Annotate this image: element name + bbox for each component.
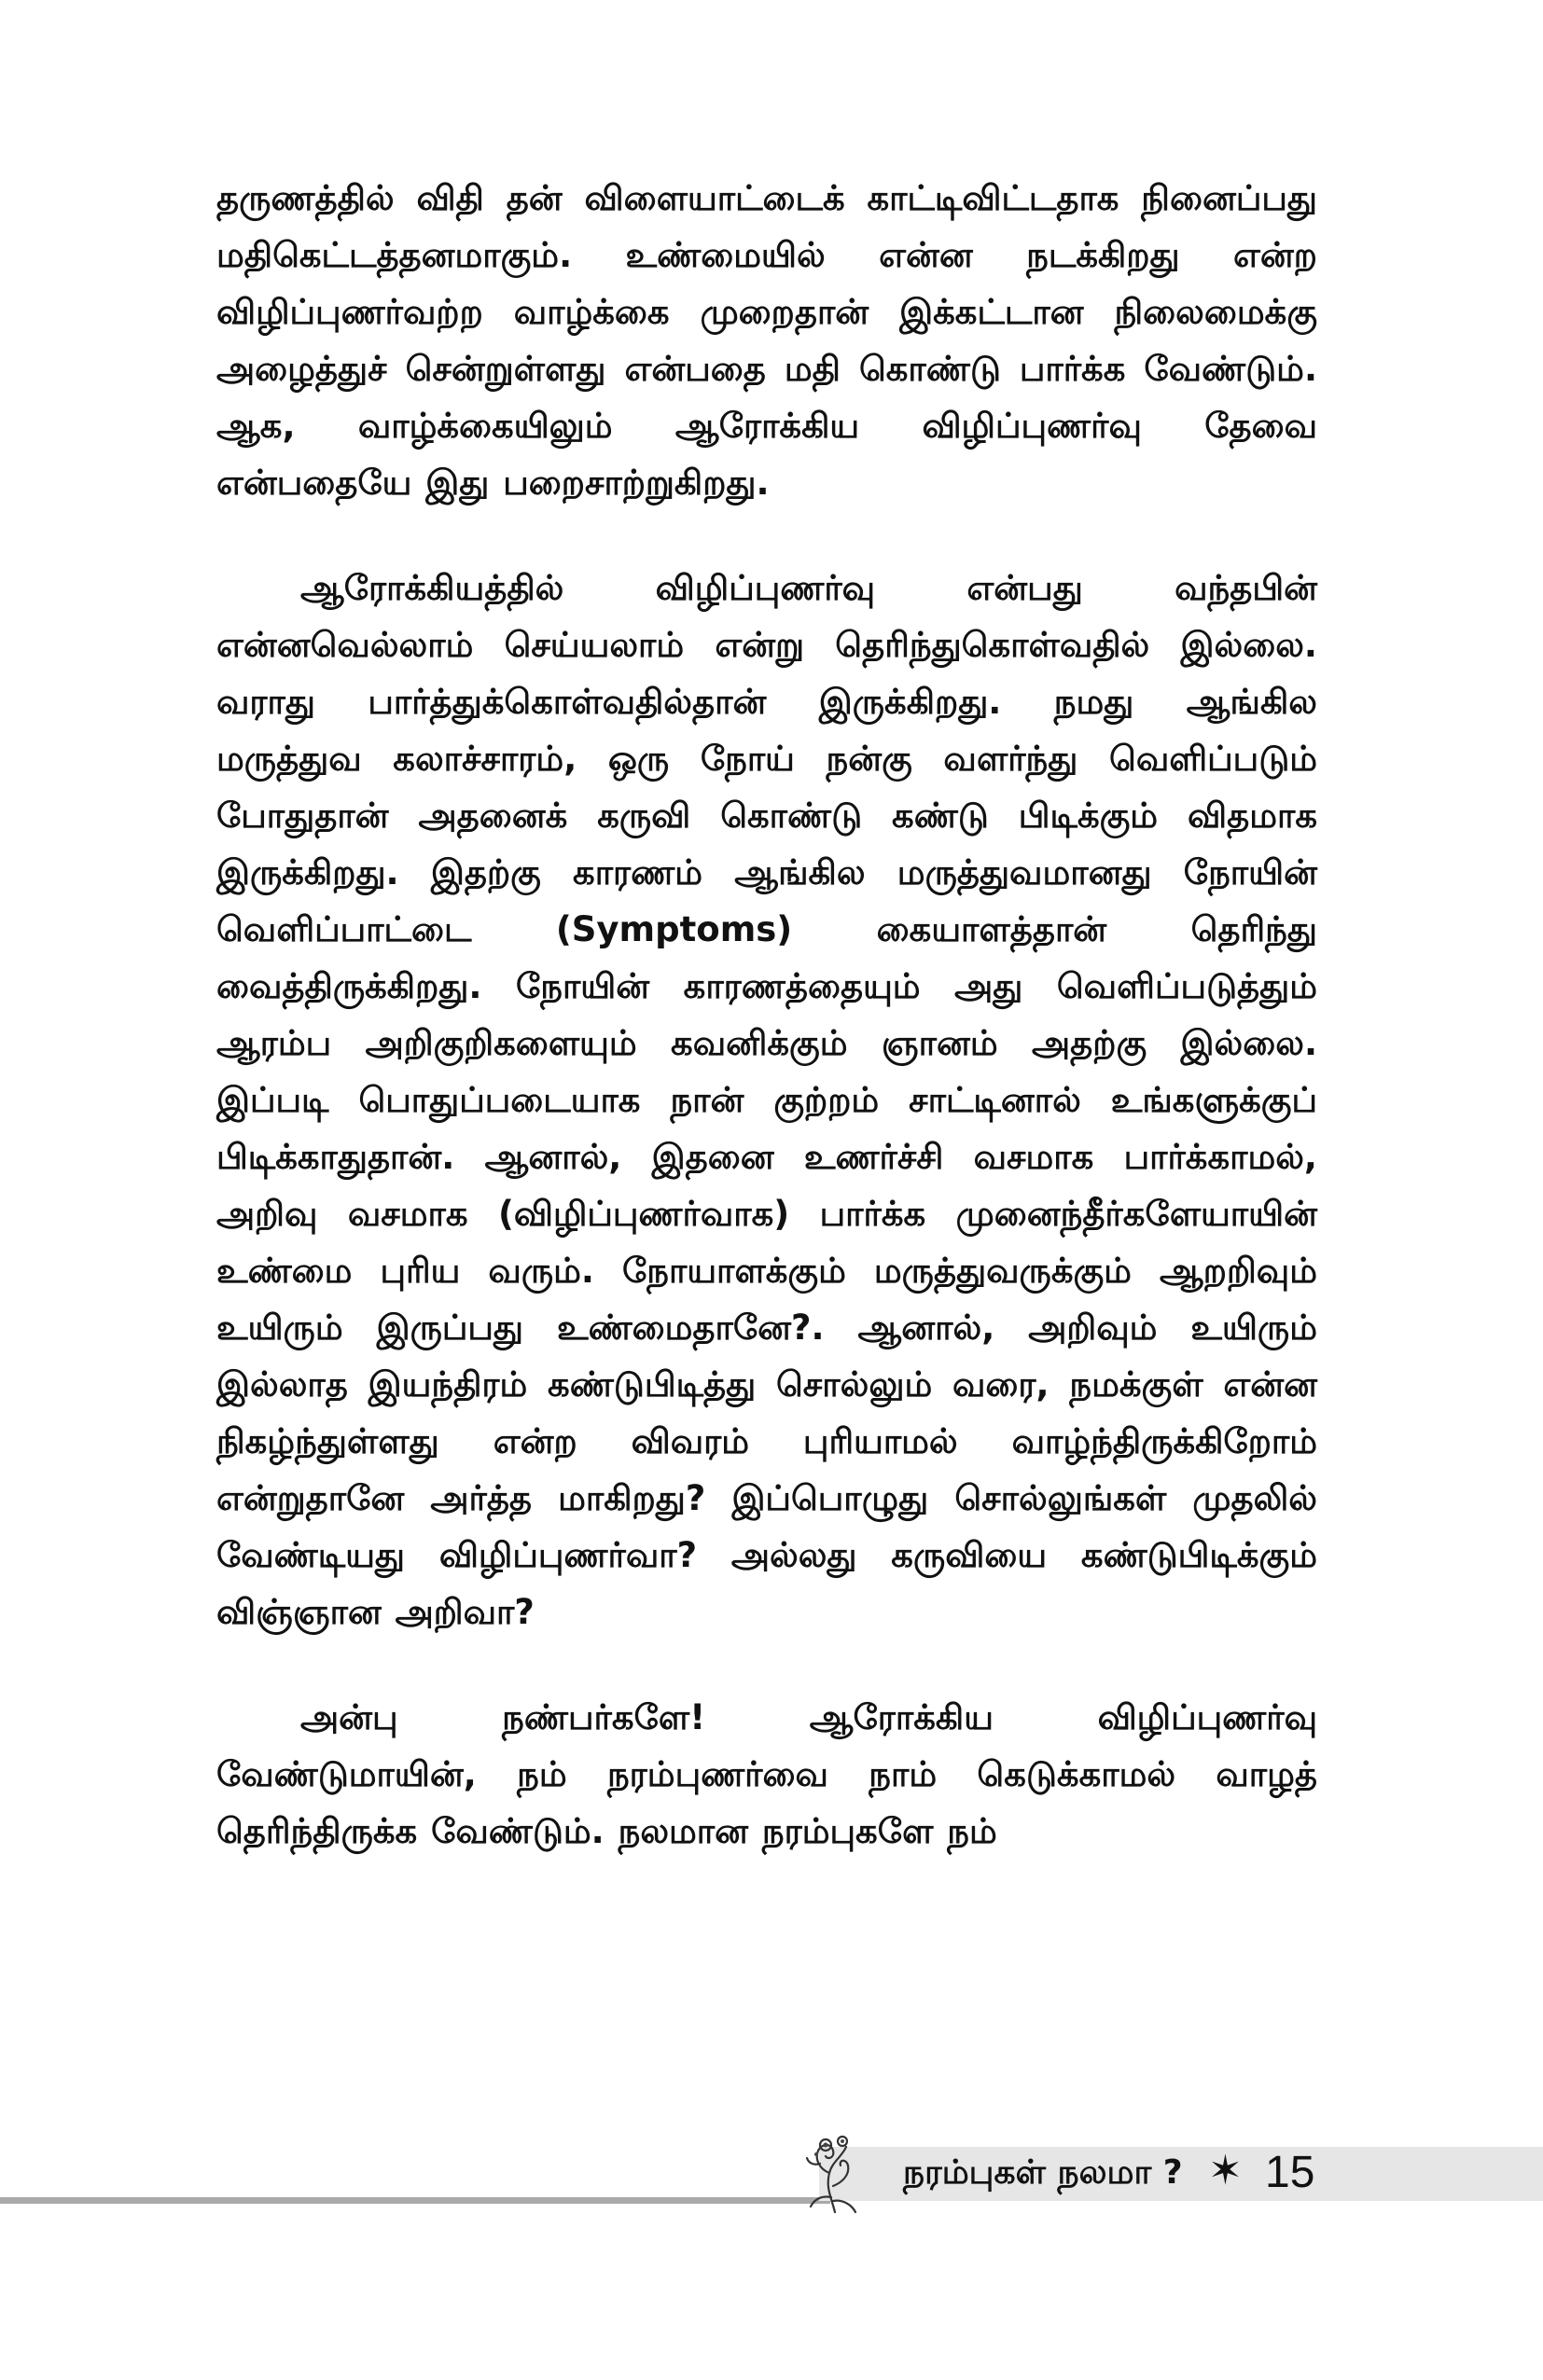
paragraph-health-awareness: ஆரோக்கியத்தில் விழிப்புணர்வு என்பது வந்தபின் என்னவெல்லாம் செய்யலாம் என்று தெரிந்துகொள்வதில் இல்லை. வராது பார்த்துக்கொள்வதில்தான் இருக்கிறது. நமது ஆங்கில மருத்துவ கலாச்சாரம், ஒரு நோய் நன்கு வளர்ந்து வெளிப்படும் போதுதான் அதனைக் கருவி கொண்டு கண்டு பிடிக்கும் விதமாக இருக்கிறது. இதற்கு காரணம் ஆங்கில மருத்துவமானது நோயின் வெளிப்பாட்டை (Symptoms) கையாளத்தான் தெரிந்து வைத்திருக்கிறது. நோயின் காரணத்தையும் அது வெளிப்படுத்தும் ஆரம்ப அறிகுறிகளையும் கவனிக்கும் ஞானம் அதற்கு இல்லை. இப்படி பொதுப்படையாக நான் குற்றம் சாட்டினால் உங்களுக்குப் பிடிக்காதுதான். ஆனால், இதனை உணர்ச்சி வசமாக பார்க்காமல், அறிவு வசமாக (விழிப்புணர்வாக) பார்க்க முனைந்தீர்களேயாயின் உண்மை புரிய வரும். நோயாளக்கும் மருத்துவருக்கும் ஆறறிவும் உயிரும் இருப்பது உண்மைதானே?. ஆனால், அறிவும் உயிரும் இல்லாத இயந்திரம் கண்டுபிடித்து சொல்லும் வரை, நமக்குள் என்ன நிகழ்ந்துள்ளது என்ற விவரம் புரியாமல் வாழ்ந்திருக்கிறோம் என்றுதானே அர்த்த மாகிறது? இப்பொழுது சொல்லுங்கள் முதலில் வேண்டியது விழிப்புணர்வா? அல்லது கருவியை கண்டுபிடிக்கும் விஞ்ஞான அறிவா? <box>216 568 1317 1632</box>
star-icon: ✶ <box>1208 2147 1243 2194</box>
footer-rule <box>0 2197 830 2204</box>
floral-ornament-icon <box>798 2132 872 2218</box>
paragraph-dear-friends: அன்பு நண்பர்களே! ஆரோக்கிய விழிப்புணர்வு வேண்டுமாயின், நம் நரம்புணர்வை நாம் கெடுக்காமல் வாழத் தெரிந்திருக்க வேண்டும். நலமான நரம்புகளே நம் <box>216 1697 1317 1851</box>
running-title: நரம்புகள் நலமா ? <box>903 2153 1183 2192</box>
page-footer <box>0 2143 1543 2218</box>
paragraph-continued: தருணத்தில் விதி தன் விளையாட்டைக் காட்டிவிட்டதாக நினைப்பது மதிகெட்டத்தனமாகும். உண்மையில் என்ன நடக்கிறது என்ற விழிப்புணர்வற்ற வாழ்க்கை முறைதான் இக்கட்டான நிலைமைக்கு அழைத்துச் சென்றுள்ளது என்பதை மதி கொண்டு பார்க்க வேண்டும். ஆக, வாழ்க்கையிலும் ஆரோக்கிய விழிப்புணர்வு தேவை என்பதையே இது பறைசாற்றுகிறது. <box>216 178 1317 503</box>
page-number: 15 <box>1265 2148 1315 2197</box>
page-body <box>216 170 1317 1860</box>
